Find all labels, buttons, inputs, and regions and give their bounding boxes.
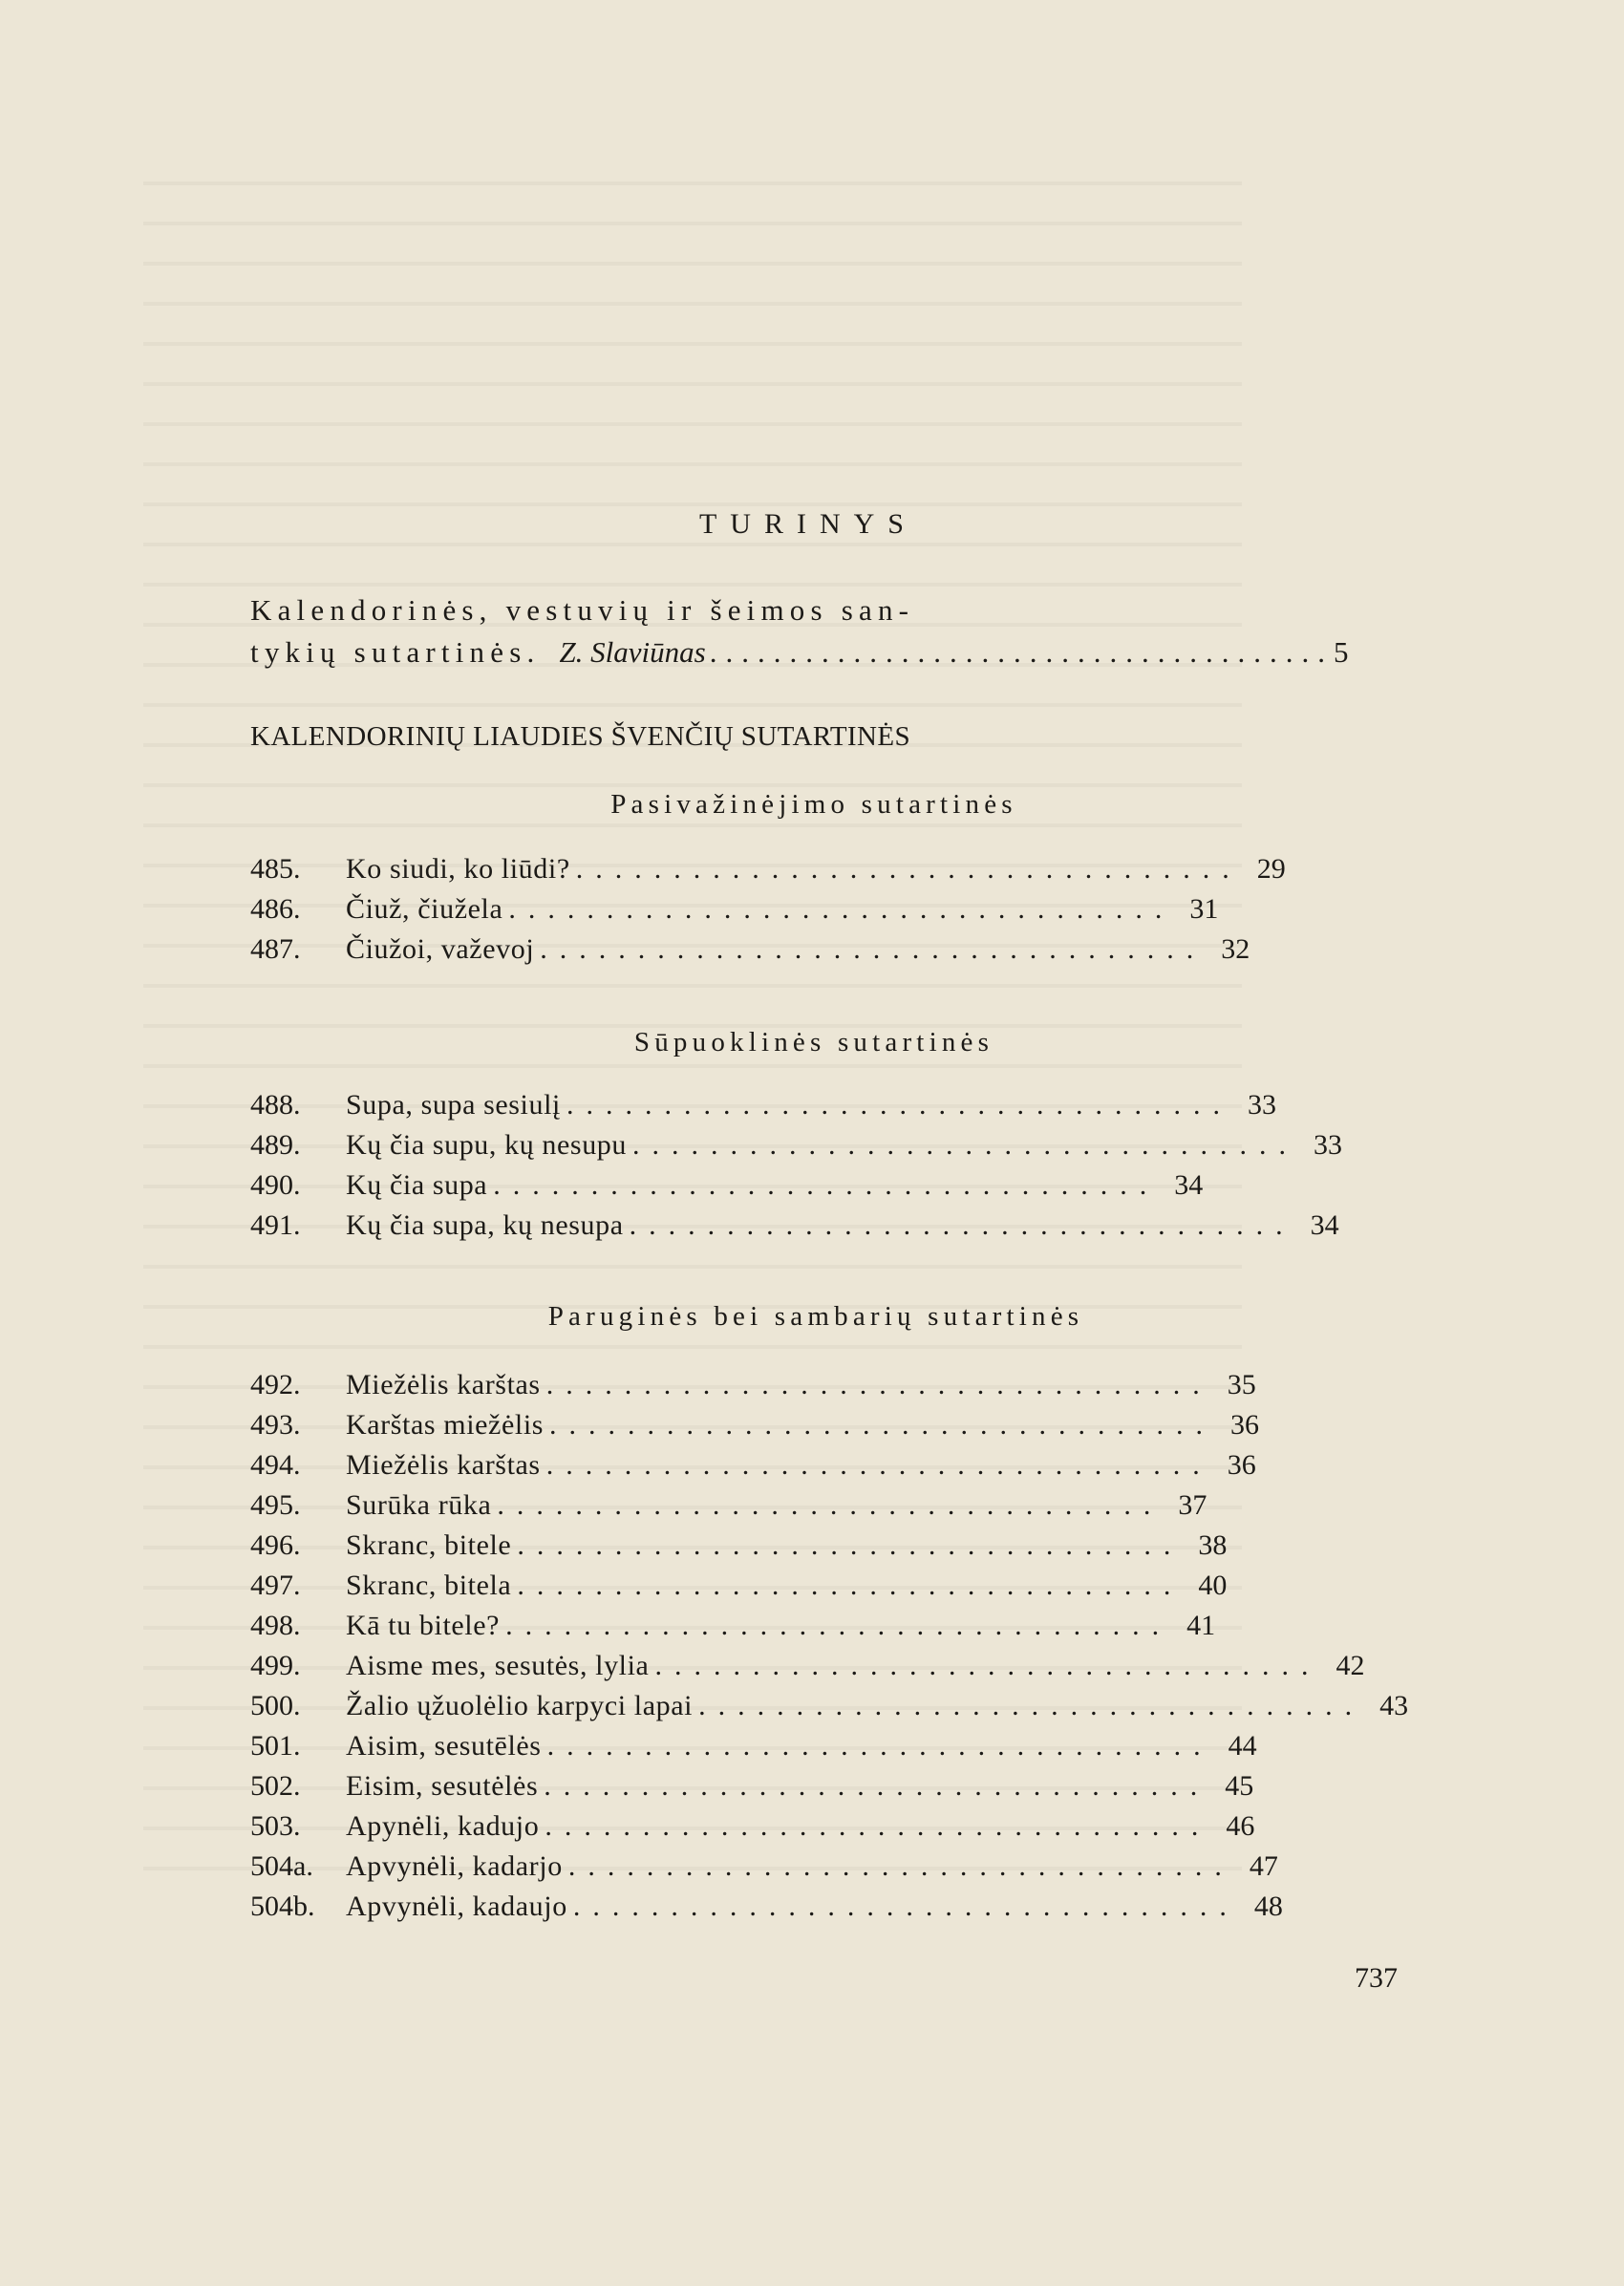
entry-title: Čiužoi, važevoj: [346, 933, 535, 965]
entry-number: 501.: [250, 1730, 301, 1762]
toc-entry: [250, 1369, 1256, 1407]
entry-number: 498.: [250, 1610, 301, 1641]
toc-entry: [250, 1690, 1409, 1728]
entry-page-number: 46: [1226, 1810, 1255, 1842]
entry-page-number: 47: [1249, 1850, 1278, 1882]
entry-number: 493.: [250, 1409, 301, 1441]
toc-entry: [250, 1169, 1204, 1207]
entry-number: 490.: [250, 1169, 301, 1201]
entry-title: Aisim, sesutēlės: [346, 1730, 542, 1762]
dot-leader: ..................................: [575, 853, 1242, 885]
toc-entry: [250, 853, 1286, 891]
intro-line-2: [250, 631, 1349, 673]
intro-entry: [250, 589, 1349, 673]
entry-number: 491.: [250, 1209, 301, 1241]
toc-entry: [250, 933, 1250, 972]
entry-number: 485.: [250, 853, 301, 885]
toc-entry: [250, 1610, 1216, 1648]
entry-number: 486.: [250, 893, 301, 925]
entry-title: Supa, supa sesiulį: [346, 1089, 561, 1121]
page-title: TURINYS: [698, 508, 917, 540]
entry-page-number: 35: [1227, 1369, 1256, 1400]
toc-entry: [250, 1409, 1260, 1447]
entry-number: 499.: [250, 1650, 301, 1681]
entry-page-number: 32: [1221, 933, 1250, 965]
toc-entry: [250, 1810, 1255, 1848]
entry-page-number: 34: [1310, 1209, 1339, 1241]
dot-leader: ..................................: [654, 1650, 1321, 1681]
toc-entry: [250, 1770, 1254, 1808]
entry-title: Žalio ųžuolėlio karpyci lapai: [346, 1690, 694, 1721]
dot-leader: ..................................: [517, 1529, 1184, 1561]
entry-number: 487.: [250, 933, 301, 965]
dot-leader: ..................................: [497, 1489, 1164, 1521]
entry-title: Aisme mes, sesutės, lylia: [346, 1650, 650, 1681]
entry-title: Kų čia supa, kų nesupa: [346, 1209, 624, 1241]
entry-title: Kų čia supu, kų nesupu: [346, 1129, 627, 1161]
entry-title: Kā tu bitele?: [346, 1610, 501, 1641]
toc-entry: [250, 1529, 1228, 1568]
entry-number: 495.: [250, 1489, 301, 1521]
entry-title: Kų čia supa: [346, 1169, 488, 1201]
entry-page-number: 43: [1379, 1690, 1409, 1721]
entry-title: Apvynėli, kadarjo: [346, 1850, 563, 1882]
dot-leader: ..................................: [545, 1810, 1211, 1842]
section-title: KALENDORINIŲ LIAUDIES ŠVENČIŲ SUTARTINĖS: [250, 721, 910, 752]
entry-number: 504b.: [250, 1891, 315, 1922]
dot-leader: ..................................: [493, 1169, 1160, 1201]
entry-number: 494.: [250, 1449, 301, 1481]
subsection-title: Paruginės bei sambarių sutartinės: [547, 1301, 1084, 1332]
entry-number: 489.: [250, 1129, 301, 1161]
dot-leader: ..................................: [567, 1850, 1234, 1882]
entry-number: 503.: [250, 1810, 301, 1842]
entry-number: 497.: [250, 1570, 301, 1601]
toc-entry: [250, 1089, 1276, 1127]
entry-page-number: 44: [1228, 1730, 1257, 1762]
dot-leader: ..................................: [505, 1610, 1172, 1641]
entry-number: 502.: [250, 1770, 301, 1802]
subsection-title: Pasivažinėjimo sutartinės: [610, 789, 1017, 820]
toc-entry: [250, 893, 1219, 931]
entry-number: 500.: [250, 1690, 301, 1721]
entry-page-number: 48: [1253, 1891, 1283, 1922]
intro-author: Z. Slaviūnas: [559, 635, 706, 669]
toc-entry: [250, 1730, 1257, 1768]
entry-page-number: 34: [1174, 1169, 1204, 1201]
toc-entry: [250, 1850, 1278, 1889]
entry-page-number: 31: [1189, 893, 1219, 925]
dot-leader: ..................................: [629, 1209, 1295, 1241]
dot-leader: ..................................: [545, 1449, 1212, 1481]
entry-title: Apynėli, kadujo: [346, 1810, 540, 1842]
entry-number: 492.: [250, 1369, 301, 1400]
entry-page-number: 37: [1178, 1489, 1207, 1521]
entry-page-number: 41: [1186, 1610, 1216, 1641]
subsection-title: Sūpuoklinės sutartinės: [633, 1027, 994, 1058]
entry-title: Skranc, bitele: [346, 1529, 512, 1561]
dot-leader: ..................................: [540, 933, 1207, 965]
toc-entry: [250, 1129, 1342, 1167]
toc-entry: [250, 1570, 1228, 1608]
dot-leader: .......................................: [709, 635, 1334, 669]
entry-page-number: 33: [1314, 1129, 1342, 1161]
entry-title: Eisim, sesutėlės: [346, 1770, 539, 1802]
toc-entry: [250, 1209, 1339, 1248]
entry-page-number: 33: [1247, 1089, 1276, 1121]
dot-leader: ..................................: [546, 1730, 1213, 1762]
entry-title: Čiuž, čiužela: [346, 893, 503, 925]
toc-entry: [250, 1449, 1256, 1487]
intro-title-line-2: tykių sutartinės.: [250, 635, 541, 669]
entry-page-number: 42: [1336, 1650, 1365, 1681]
entry-number: 488.: [250, 1089, 301, 1121]
dot-leader: ..................................: [566, 1089, 1232, 1121]
intro-page-number: 5: [1333, 635, 1349, 669]
entry-page-number: 36: [1227, 1449, 1256, 1481]
entry-page-number: 36: [1230, 1409, 1260, 1441]
dot-leader: ..................................: [572, 1891, 1239, 1922]
page-number: 737: [1355, 1962, 1398, 1994]
entry-title: Skranc, bitela: [346, 1570, 512, 1601]
dot-leader: ..................................: [698, 1690, 1365, 1721]
entry-number: 496.: [250, 1529, 301, 1561]
intro-title-line-1: Kalendorinės, vestuvių ir šeimos san-: [250, 593, 915, 627]
entry-title: Karštas miežėlis: [346, 1409, 545, 1441]
entry-title: Apvynėli, kadaujo: [346, 1891, 567, 1922]
toc-entry: [250, 1489, 1207, 1528]
entry-title: Ko siudi, ko liūdi?: [346, 853, 570, 885]
entry-page-number: 38: [1198, 1529, 1228, 1561]
toc-entry: [250, 1650, 1365, 1688]
entry-page-number: 29: [1256, 853, 1286, 885]
toc-entry: [250, 1891, 1283, 1929]
entry-page-number: 45: [1225, 1770, 1254, 1802]
dot-leader: ..................................: [632, 1129, 1298, 1161]
dot-leader: ..................................: [545, 1369, 1212, 1400]
entry-number: 504a.: [250, 1850, 313, 1882]
entry-title: Miežėlis karštas: [346, 1449, 541, 1481]
entry-page-number: 40: [1198, 1570, 1228, 1601]
entry-title: Surūka rūka: [346, 1489, 492, 1521]
dot-leader: ..................................: [549, 1409, 1216, 1441]
dot-leader: ..................................: [508, 893, 1175, 925]
dot-leader: ..................................: [517, 1570, 1184, 1601]
dot-leader: ..................................: [544, 1770, 1210, 1802]
entry-title: Miežėlis karštas: [346, 1369, 541, 1400]
